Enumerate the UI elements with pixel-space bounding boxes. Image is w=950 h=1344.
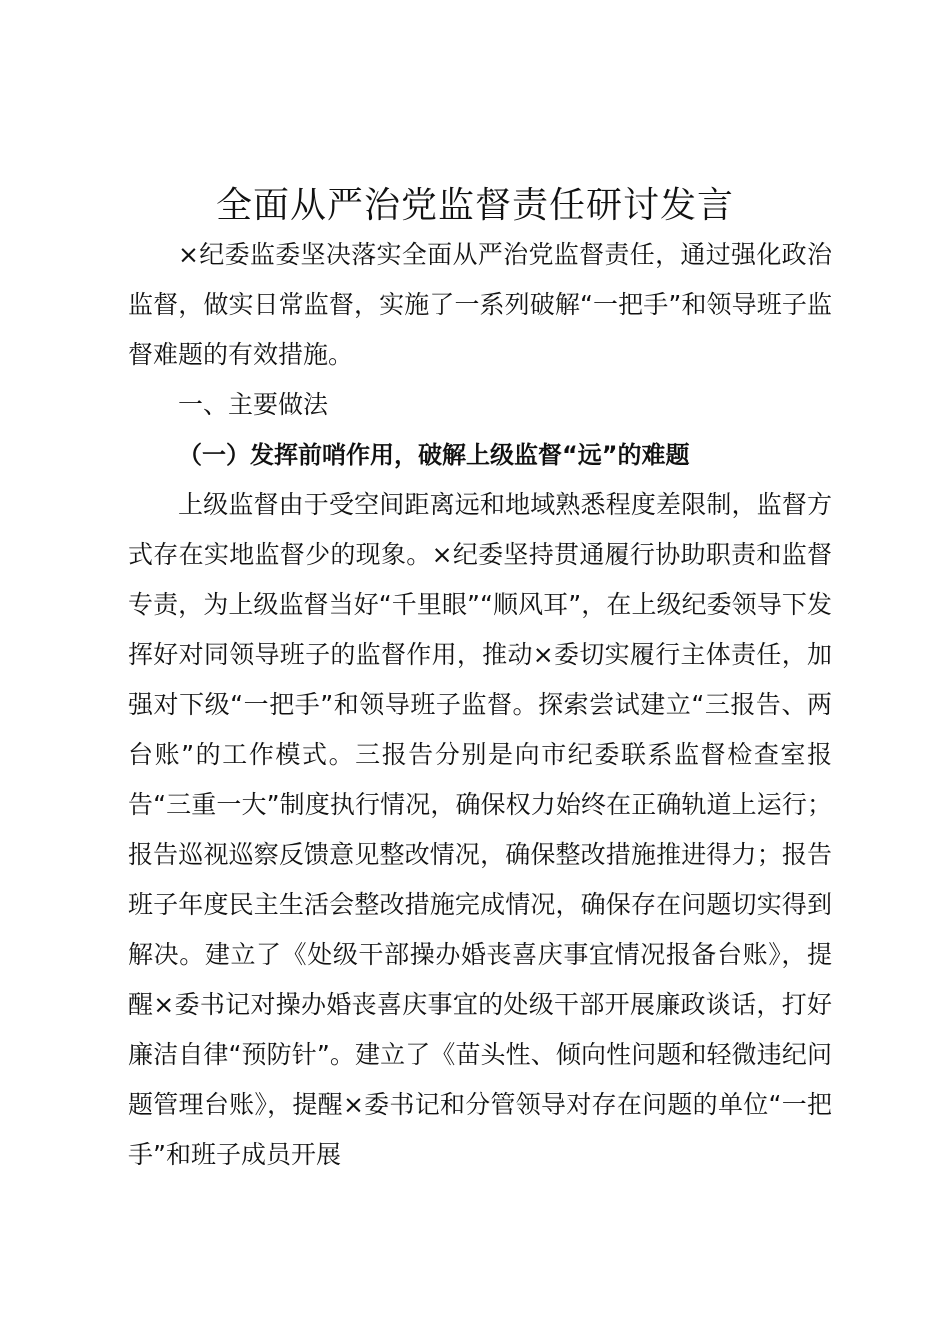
subsection-heading: （一）发挥前哨作用，破解上级监督“远”的难题 bbox=[178, 441, 690, 469]
section-heading: 一、主要做法 bbox=[178, 390, 329, 419]
document-title: 全面从严治党监督责任研讨发言 bbox=[215, 185, 734, 226]
subsection-paragraph: 上级监督由于受空间距离远和地域熟悉程度差限制，监督方式存在实地监督少的现象。×纪委坚持贯通履行协助职责和监督专责，为上级监督当好“千里眼”“顺风耳”，在上级纪委领导下发挥好对同领导班子的监督作用，推动×委切实履行主体责任，加强对下级“一把手”和领导班子监督。探索尝试建立“三报告、两台账”的工作模式。三报告分别是向市纪委联系监督检查室报告“三重一大”制度执行情况，确保权力始终在正确轨道上运行；报告巡视巡察反馈意见整改情况，确保整改措施推进得力；报告班子年度民主生活会整改措施完成情况，确保存在问题切实得到解决。建立了《处级干部操办婚丧喜庆事宜情况报备台账》，提醒×委书记对操办婚丧喜庆事宜的处级干部开展廉政谈话，打好廉洁自律“预防针”。建立了《苗头性、倾向性问题和轻微违纪问题管理台账》，提醒×委书记和分管领导对存在问题的单位“一把手”和班子成员开展 bbox=[128, 490, 832, 1169]
intro-paragraph: ×纪委监委坚决落实全面从严治党监督责任，通过强化政治监督，做实日常监督，实施了一系列破解“一把手”和领导班子监督难题的有效措施。 bbox=[128, 240, 832, 369]
document-body bbox=[128, 230, 832, 1180]
